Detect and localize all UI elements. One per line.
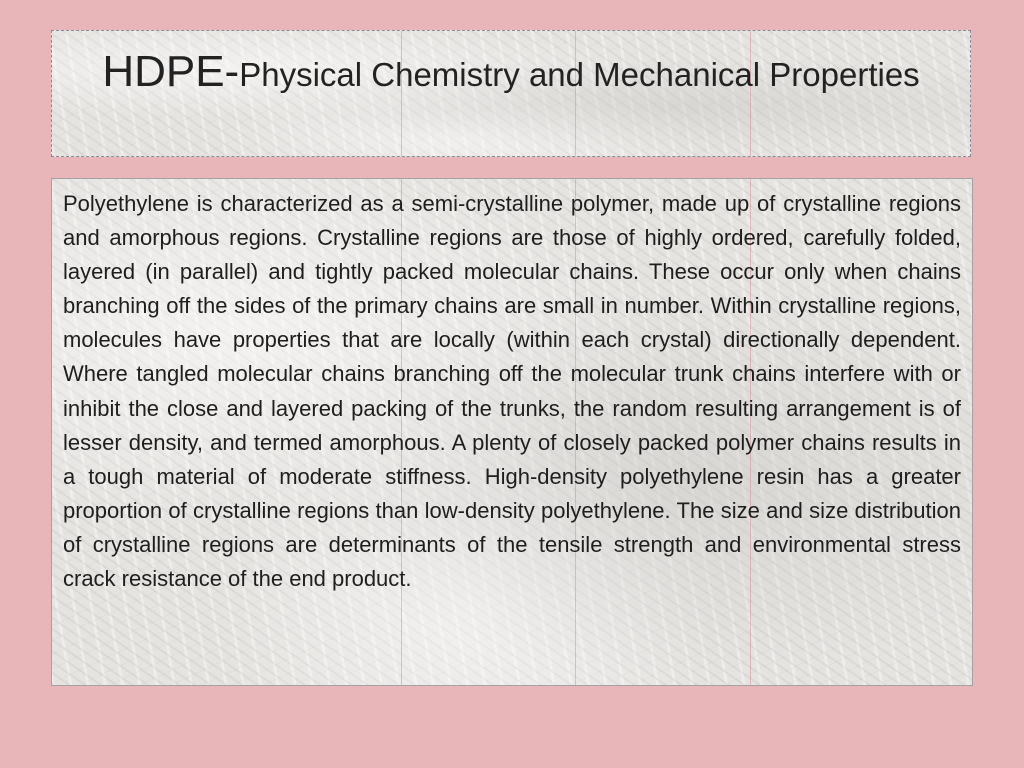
slide-title-main: HDPE- [102,47,240,96]
title-panel [51,30,971,157]
slide-title-sub: Physical Chemistry and Mechanical Properties [239,56,920,93]
slide-title [52,45,970,109]
body-paragraph: Polyethylene is characterized as a semi-crystalline polymer, made up of crystalline regions and amorphous regions. Crystalline regions are those of highly ordered, carefully folded, layered (in parallel) and tightly packed molecular chains. These occur only when chains branching off the sides of the primary chains are small in number. Within crystalline regions, molecules have properties that are locally (within each crystal) directionally dependent. Where tangled molecular chains branching off the molecular trunk chains interfere with or inhibit the close and layered packing of the trunks, the random resulting arrangement is of lesser density, and termed amorphous. A plenty of closely packed polymer chains results in a tough material of moderate stiffness. High-density polyethylene resin has a greater proportion of crystalline regions than low-density polyethylene. The size and size distribution of crystalline regions are determinants of the tensile strength and environmental stress crack resistance of the end product. [63,191,961,592]
content-panel [51,178,973,686]
